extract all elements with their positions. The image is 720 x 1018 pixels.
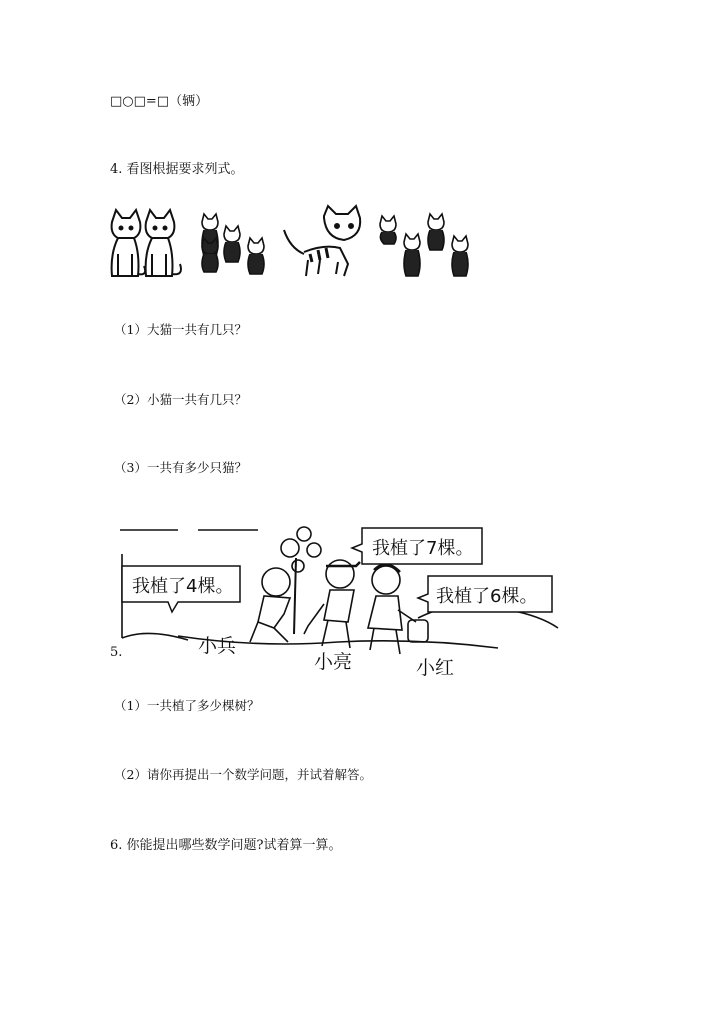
small-cat: [380, 216, 396, 244]
q5-item-1: （1）一共植了多少棵树？: [114, 698, 260, 713]
striped-cat: [284, 206, 360, 276]
speech-bubble-3: [418, 576, 552, 612]
small-cat: [224, 226, 240, 262]
cats-illustration: [104, 204, 484, 284]
small-cat: [202, 214, 218, 256]
speech-bubble-1-text: 我植了4棵。: [132, 576, 234, 597]
small-cat: [248, 238, 264, 274]
q4-item-1: （1）大猫一共有几只？: [114, 322, 247, 337]
small-cat: [428, 214, 444, 250]
small-cat: [452, 236, 468, 276]
q5-number: 5.: [110, 645, 123, 660]
q5-item-2: （2）请你再提出一个数学问题，并试着解答。: [114, 767, 372, 782]
name-xiaoliang: 小亮: [314, 651, 353, 673]
speech-bubble-2: [352, 528, 482, 564]
speech-bubble-3-text: 我植了6棵。: [436, 586, 538, 607]
q4-heading: 4. 看图根据要求列式。: [110, 162, 244, 177]
small-cat: [404, 234, 420, 276]
q3-equation: □○□=□（辆）: [110, 94, 209, 109]
speech-bubble-2-text: 我植了7棵。: [372, 538, 474, 559]
q4-item-2: （2）小猫一共有几只？: [114, 392, 247, 407]
big-cat-2: [146, 210, 181, 276]
tree-planting-illustration: [118, 518, 568, 680]
name-xiaobing: 小兵: [198, 635, 237, 657]
big-cat-1: [112, 210, 146, 276]
name-xiaohong: 小红: [416, 657, 455, 679]
q6-heading: 6. 你能提出哪些数学问题?试着算一算。: [110, 838, 342, 853]
speech-bubble-1: [122, 566, 240, 612]
q4-item-3: （3）一共有多少只猫？: [114, 460, 247, 475]
